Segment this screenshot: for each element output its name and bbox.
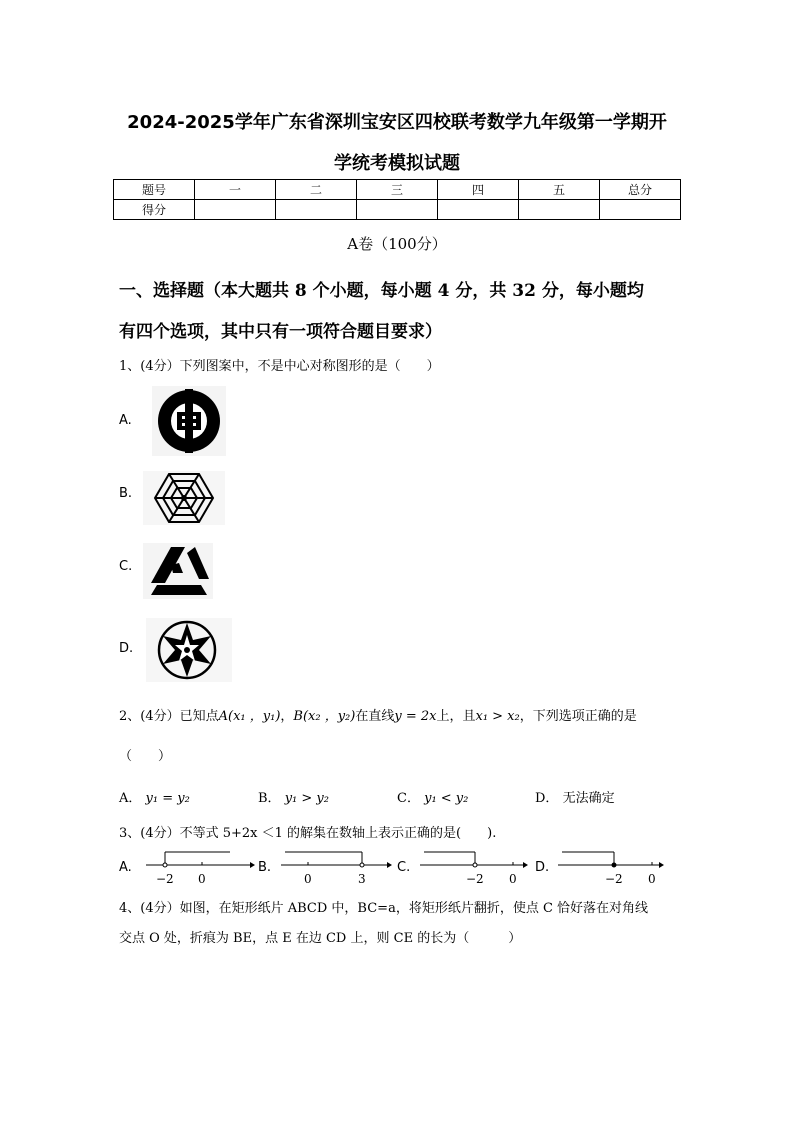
nl-a-tick-2: 0: [198, 872, 206, 886]
score-cell[interactable]: [519, 200, 600, 220]
page-title-line1: 2024-2025学年广东省深圳宝安区四校联考数学九年级第一学期开: [127, 112, 667, 133]
number-line-c: [418, 848, 533, 886]
score-cell[interactable]: [600, 200, 681, 220]
q2-option-b-label: B．: [258, 791, 281, 806]
q2-condition: x₁ > x₂: [475, 709, 520, 724]
question-3-text: 3、(4分）不等式 5+2x ＜1 的解集在数轴上表示正确的是( ).: [119, 826, 497, 841]
score-table-header-row: [114, 180, 681, 200]
section-heading-line1: 一、选择题（本大题共 8 个小题，每小题 4 分，共 32 分，每小题均: [119, 281, 644, 301]
number-line-d: [556, 848, 666, 886]
nl-d-tick-2: 0: [648, 872, 656, 886]
q2-cond-pre: 上，且: [436, 709, 476, 724]
question-4-line2: 交点 O 处，折痕为 BE，点 E 在边 CD 上，则 CE 的长为（ ）: [119, 931, 522, 946]
q2-option-c-label: C．: [397, 791, 420, 806]
page-title-line2: 学统考模拟试题: [334, 153, 460, 174]
q3-option-c-label: C.: [397, 860, 411, 875]
q2-option-c-expr: y₁ < y₂: [424, 791, 469, 806]
score-row-label: 得分: [114, 200, 195, 220]
score-header-cell: 三: [357, 180, 438, 200]
q2-option-b-expr: y₁ > y₂: [284, 791, 329, 806]
q2-prefix: 2、(4分）已知点: [119, 709, 219, 724]
section-heading-line2: 有四个选项，其中只有一项符合题目要求）: [119, 322, 442, 342]
q2-point-b: B(x₂ ，y₂): [293, 709, 356, 724]
nl-b-tick-1: 0: [304, 872, 312, 886]
q3-option-d-label: D.: [535, 860, 550, 875]
score-header-cell: 四: [438, 180, 519, 200]
recycle-triangle-figure: [143, 543, 213, 599]
number-line-a: [140, 848, 255, 886]
hexagon-web-figure: [143, 471, 225, 525]
q3-option-a-label: A.: [119, 860, 132, 875]
question-1-text: 1、(4分）下列图案中，不是中心对称图形的是（ ）: [119, 359, 440, 374]
q2-option-d: [535, 787, 615, 806]
score-header-cell: 五: [519, 180, 600, 200]
q2-answer-paren: （ ）: [119, 749, 172, 764]
q3-option-b-label: B.: [258, 860, 272, 875]
nl-a-tick-1: −2: [156, 872, 174, 886]
q2-option-a-label: A．: [119, 791, 142, 806]
nl-b-tick-2: 3: [358, 872, 366, 886]
q2-sep: ，: [280, 709, 294, 724]
score-cell[interactable]: [357, 200, 438, 220]
q2-point-a: A(x₁ ，y₁): [218, 709, 281, 724]
q2-line-eq: y = 2x: [394, 709, 437, 724]
section-a-title: A卷（100分）: [347, 235, 447, 253]
q2-option-d-expr: 无法确定: [562, 791, 615, 806]
q1-option-b-label: B.: [119, 486, 133, 501]
score-cell[interactable]: [276, 200, 357, 220]
q2-option-d-label: D．: [535, 791, 559, 806]
score-table-score-row: [114, 200, 681, 220]
nl-d-tick-1: −2: [605, 872, 623, 886]
q1-option-a-label: A.: [119, 413, 132, 428]
star-circle-figure: [146, 618, 232, 682]
score-cell[interactable]: [195, 200, 276, 220]
q2-mid: 在直线: [355, 709, 395, 724]
nl-c-tick-2: 0: [509, 872, 517, 886]
score-cell[interactable]: [438, 200, 519, 220]
q2-option-c: [397, 787, 468, 806]
bank-logo-figure: [152, 386, 226, 456]
q1-option-c-label: C.: [119, 559, 133, 574]
question-4-line1: 4、(4分）如图，在矩形纸片 ABCD 中，BC=a，将矩形纸片翻折，使点 C 恰好落在对角线: [119, 901, 649, 916]
score-table: [113, 179, 681, 220]
score-header-cell: 总分: [600, 180, 681, 200]
score-header-cell: 题号: [114, 180, 195, 200]
q2-option-a: [119, 787, 190, 806]
score-header-cell: 二: [276, 180, 357, 200]
number-line-b: [279, 848, 394, 886]
q2-option-b: [258, 787, 329, 806]
nl-c-tick-1: −2: [466, 872, 484, 886]
question-2-text: [119, 705, 637, 724]
q1-option-d-label: D.: [119, 641, 134, 656]
q2-option-a-expr: y₁ = y₂: [145, 791, 190, 806]
score-header-cell: 一: [195, 180, 276, 200]
q2-suffix: ，下列选项正确的是: [519, 709, 637, 724]
